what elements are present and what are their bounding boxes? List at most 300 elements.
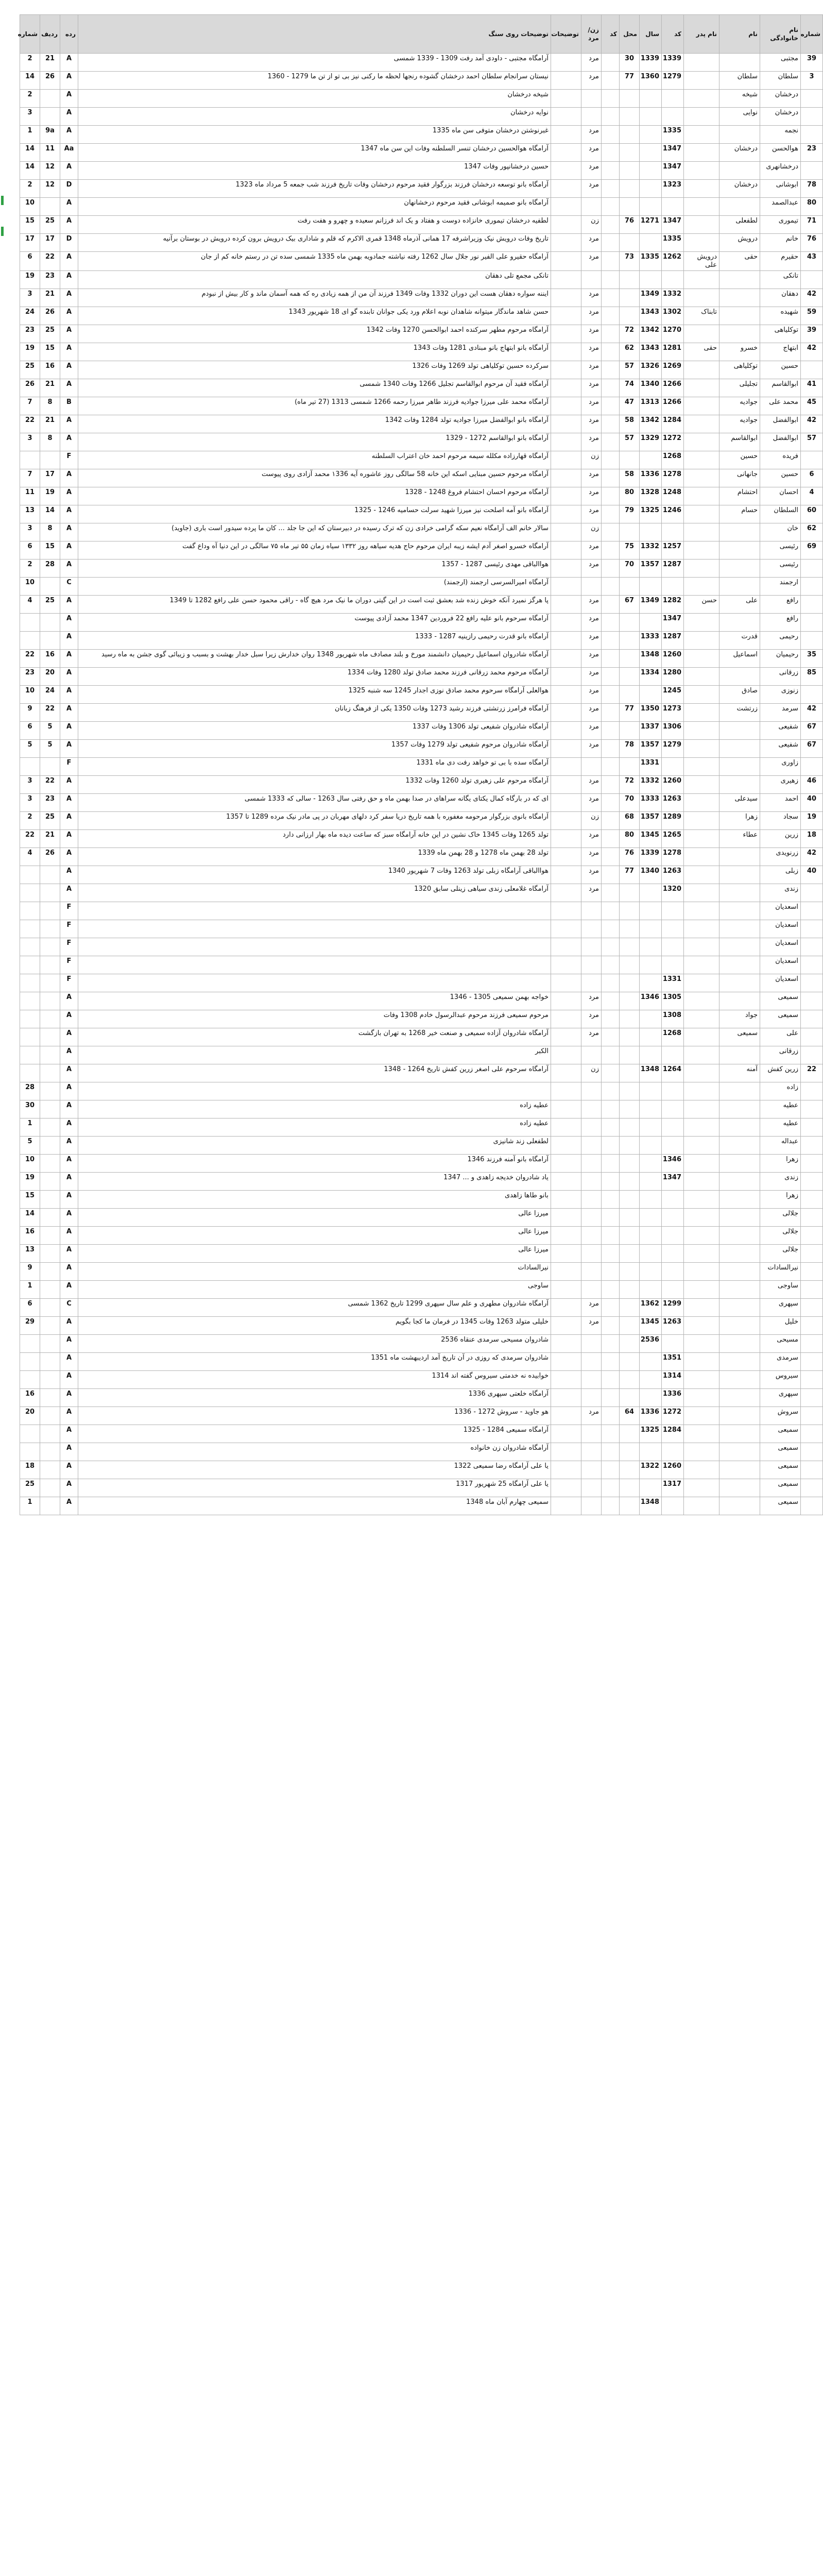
cell-year[interactable]: 1360	[640, 72, 662, 90]
cell-name[interactable]: اسماعیل	[719, 650, 760, 668]
cell-notes[interactable]	[551, 668, 581, 686]
cell-notes[interactable]	[551, 415, 581, 433]
cell-sex[interactable]: مرد	[581, 992, 602, 1010]
cell-place[interactable]: 62	[620, 343, 640, 361]
cell-inscription[interactable]: آرامگاه سمیعی 1284 - 1325	[78, 1425, 551, 1443]
cell-sex[interactable]	[581, 1227, 602, 1245]
cell-inscription[interactable]: آرامگاه سرحوم بانو علیه رافع 22 فروردین 1347 محمد آزادی پیوست	[78, 614, 551, 632]
cell-name[interactable]: جواد	[719, 1010, 760, 1028]
cell-code2[interactable]	[602, 487, 620, 505]
table-row[interactable]	[20, 451, 823, 469]
cell-father[interactable]	[684, 289, 719, 307]
cell-year[interactable]	[640, 1028, 662, 1046]
cell-id[interactable]	[801, 1407, 823, 1425]
cell-row[interactable]: 9a	[40, 126, 60, 144]
cell-row[interactable]	[40, 938, 60, 956]
cell-place[interactable]: 80	[620, 830, 640, 848]
cell-code[interactable]: 1266	[662, 379, 684, 397]
cell-sex[interactable]: مرد	[581, 144, 602, 162]
cell-notes[interactable]	[551, 920, 581, 938]
cell-father[interactable]	[684, 902, 719, 920]
cell-name[interactable]: حقی	[719, 252, 760, 271]
cell-number[interactable]: 5	[20, 740, 40, 758]
table-row[interactable]	[20, 1010, 823, 1028]
cell-code2[interactable]	[602, 704, 620, 722]
cell-notes[interactable]	[551, 1407, 581, 1425]
cell-notes[interactable]	[551, 1461, 581, 1479]
cell-notes[interactable]	[551, 884, 581, 902]
cell-inscription[interactable]: ای که در بارگاه کمال یکتای یگانه سراهای در صدا بهمن ماه و حق رفتی سال 1263 - سالی که 1333 شمسی	[78, 794, 551, 812]
cell-row[interactable]	[40, 992, 60, 1010]
cell-year[interactable]: 1349	[640, 596, 662, 614]
cell-row[interactable]	[40, 108, 60, 126]
cell-sex[interactable]: مرد	[581, 848, 602, 866]
cell-father[interactable]	[684, 487, 719, 505]
cell-sex[interactable]: مرد	[581, 234, 602, 252]
cell-family[interactable]: جلالی	[760, 1209, 801, 1227]
cell-inscription[interactable]: آرامگاه مرحوم احسان احتشام فروغ 1248 - 1328	[78, 487, 551, 505]
cell-number[interactable]: 9	[20, 1263, 40, 1281]
cell-place[interactable]	[620, 686, 640, 704]
cell-year[interactable]: 1349	[640, 289, 662, 307]
cell-year[interactable]	[640, 1443, 662, 1461]
cell-year[interactable]	[640, 686, 662, 704]
col-header-id[interactable]: شماره	[801, 15, 823, 54]
cell-code2[interactable]	[602, 361, 620, 379]
cell-name[interactable]	[719, 938, 760, 956]
cell-code2[interactable]	[602, 379, 620, 397]
cell-sex[interactable]	[581, 1100, 602, 1118]
cell-place[interactable]	[620, 758, 640, 776]
cell-father[interactable]	[684, 216, 719, 234]
cell-rank[interactable]: A	[60, 1479, 78, 1497]
cell-code[interactable]	[662, 523, 684, 541]
cell-id[interactable]: 42	[801, 415, 823, 433]
cell-code[interactable]: 1287	[662, 632, 684, 650]
cell-inscription[interactable]: آرامگاه بانوی بزرگوار مرحومه مغفوره با همه تاریخ دریا سفر کرد دلهای مهربان در پی مادر نیک مرده 1289 تا 1357	[78, 812, 551, 830]
cell-year[interactable]: 1333	[640, 794, 662, 812]
cell-sex[interactable]	[581, 1479, 602, 1497]
cell-year[interactable]: 1334	[640, 668, 662, 686]
table-row[interactable]	[20, 1371, 823, 1389]
cell-sex[interactable]: زن	[581, 523, 602, 541]
cell-sex[interactable]: مرد	[581, 686, 602, 704]
cell-name[interactable]	[719, 884, 760, 902]
cell-sex[interactable]	[581, 90, 602, 108]
cell-inscription[interactable]: ایننه سواره دهقان هست این دوران 1332 وفات 1349 فرزند آن من از همه زیادی ره که همه آسمان ماند و کار بیش از نبودم	[78, 289, 551, 307]
cell-name[interactable]	[719, 1155, 760, 1173]
cell-inscription[interactable]: آرامگاه شادروان مرحوم شفیعی تولد 1279 وفات 1357	[78, 740, 551, 758]
table-row[interactable]	[20, 1191, 823, 1209]
cell-rank[interactable]: F	[60, 451, 78, 469]
table-row[interactable]	[20, 1281, 823, 1299]
table-row[interactable]	[20, 866, 823, 884]
cell-year[interactable]	[640, 1137, 662, 1155]
cell-inscription[interactable]: هو جاوید - سروش 1272 - 1336	[78, 1407, 551, 1425]
cell-code2[interactable]	[602, 1082, 620, 1100]
cell-rank[interactable]: A	[60, 379, 78, 397]
cell-notes[interactable]	[551, 1064, 581, 1082]
cell-notes[interactable]	[551, 1281, 581, 1299]
cell-rank[interactable]: F	[60, 920, 78, 938]
cell-number[interactable]: 6	[20, 1299, 40, 1317]
cell-place[interactable]: 70	[620, 794, 640, 812]
cell-year[interactable]: 1325	[640, 1425, 662, 1443]
cell-rank[interactable]: D	[60, 234, 78, 252]
cell-code2[interactable]	[602, 650, 620, 668]
cell-code2[interactable]	[602, 1245, 620, 1263]
cell-father[interactable]	[684, 1155, 719, 1173]
cell-rank[interactable]: A	[60, 1443, 78, 1461]
cell-name[interactable]	[719, 1100, 760, 1118]
cell-code2[interactable]	[602, 1425, 620, 1443]
cell-number[interactable]: 14	[20, 144, 40, 162]
cell-year[interactable]: 1348	[640, 1497, 662, 1515]
cell-notes[interactable]	[551, 1028, 581, 1046]
cell-notes[interactable]	[551, 505, 581, 523]
cell-number[interactable]: 14	[20, 72, 40, 90]
cell-code[interactable]: 1272	[662, 1407, 684, 1425]
cell-number[interactable]: 29	[20, 1317, 40, 1335]
cell-code2[interactable]	[602, 1118, 620, 1137]
cell-code[interactable]: 1302	[662, 307, 684, 325]
cell-family[interactable]: سمیعی	[760, 1461, 801, 1479]
cell-notes[interactable]	[551, 866, 581, 884]
table-row[interactable]	[20, 379, 823, 397]
cell-family[interactable]: شفیعی	[760, 740, 801, 758]
cell-inscription[interactable]: آرامگاه شادروان آزاده سمیعی و صنعت خیر 1268 به تهران بازگشت	[78, 1028, 551, 1046]
cell-notes[interactable]	[551, 216, 581, 234]
cell-notes[interactable]	[551, 469, 581, 487]
cell-code[interactable]: 1278	[662, 848, 684, 866]
cell-code2[interactable]	[602, 686, 620, 704]
cell-family[interactable]: دهقان	[760, 289, 801, 307]
cell-id[interactable]	[801, 920, 823, 938]
cell-id[interactable]	[801, 1137, 823, 1155]
cell-row[interactable]	[40, 1010, 60, 1028]
cell-notes[interactable]	[551, 397, 581, 415]
cell-id[interactable]: 6	[801, 469, 823, 487]
table-row[interactable]	[20, 415, 823, 433]
cell-rank[interactable]: A	[60, 1028, 78, 1046]
cell-sex[interactable]	[581, 1155, 602, 1173]
cell-code[interactable]: 1263	[662, 794, 684, 812]
cell-rank[interactable]: A	[60, 1173, 78, 1191]
cell-place[interactable]	[620, 1137, 640, 1155]
cell-row[interactable]: 24	[40, 686, 60, 704]
cell-father[interactable]	[684, 1245, 719, 1263]
cell-id[interactable]	[801, 974, 823, 992]
cell-notes[interactable]	[551, 541, 581, 560]
cell-row[interactable]: 16	[40, 650, 60, 668]
cell-name[interactable]	[719, 758, 760, 776]
cell-father[interactable]	[684, 794, 719, 812]
cell-code[interactable]	[662, 1137, 684, 1155]
cell-inscription[interactable]: عطیه زاده	[78, 1118, 551, 1137]
cell-code[interactable]: 1305	[662, 992, 684, 1010]
cell-notes[interactable]	[551, 1299, 581, 1317]
cell-number[interactable]: 3	[20, 108, 40, 126]
cell-name[interactable]	[719, 1173, 760, 1191]
cell-rank[interactable]: A	[60, 1046, 78, 1064]
cell-code[interactable]	[662, 1497, 684, 1515]
cell-year[interactable]	[640, 1100, 662, 1118]
cell-name[interactable]	[719, 1425, 760, 1443]
table-row[interactable]	[20, 632, 823, 650]
cell-notes[interactable]	[551, 1389, 581, 1407]
cell-family[interactable]: محمد علی	[760, 397, 801, 415]
cell-notes[interactable]	[551, 325, 581, 343]
cell-code2[interactable]	[602, 1443, 620, 1461]
cell-family[interactable]: حقیرم	[760, 252, 801, 271]
cell-notes[interactable]	[551, 704, 581, 722]
cell-name[interactable]	[719, 307, 760, 325]
cell-inscription[interactable]: آرامگاه بانو ابوالقاسم 1272 - 1329	[78, 433, 551, 451]
cell-code2[interactable]	[602, 1191, 620, 1209]
cell-id[interactable]: 67	[801, 740, 823, 758]
cell-place[interactable]: 70	[620, 560, 640, 578]
cell-father[interactable]	[684, 469, 719, 487]
cell-code[interactable]: 1260	[662, 650, 684, 668]
cell-id[interactable]: 43	[801, 252, 823, 271]
cell-inscription[interactable]	[78, 974, 551, 992]
cell-code2[interactable]	[602, 505, 620, 523]
cell-inscription[interactable]: یاد شادروان خدیجه زاهدی و ... 1347	[78, 1173, 551, 1191]
cell-father[interactable]	[684, 1118, 719, 1137]
cell-number[interactable]	[20, 1046, 40, 1064]
cell-id[interactable]	[801, 956, 823, 974]
cell-number[interactable]: 10	[20, 1155, 40, 1173]
cell-id[interactable]: 80	[801, 198, 823, 216]
cell-row[interactable]: 28	[40, 560, 60, 578]
cell-id[interactable]	[801, 614, 823, 632]
table-row[interactable]	[20, 1173, 823, 1191]
cell-place[interactable]	[620, 1353, 640, 1371]
cell-code[interactable]	[662, 956, 684, 974]
cell-sex[interactable]	[581, 1371, 602, 1389]
cell-inscription[interactable]: خواجه بهمن سمیعی 1305 - 1346	[78, 992, 551, 1010]
cell-year[interactable]	[640, 144, 662, 162]
cell-father[interactable]	[684, 1100, 719, 1118]
cell-rank[interactable]: A	[60, 1353, 78, 1371]
cell-code[interactable]: 1347	[662, 1173, 684, 1191]
cell-rank[interactable]: A	[60, 1317, 78, 1335]
cell-sex[interactable]: زن	[581, 812, 602, 830]
cell-place[interactable]: 77	[620, 72, 640, 90]
cell-id[interactable]	[801, 1028, 823, 1046]
cell-name[interactable]: احتشام	[719, 487, 760, 505]
cell-sex[interactable]: مرد	[581, 632, 602, 650]
cell-code[interactable]: 1279	[662, 72, 684, 90]
table-row[interactable]	[20, 325, 823, 343]
cell-code[interactable]	[662, 271, 684, 289]
cell-year[interactable]	[640, 1479, 662, 1497]
cell-code[interactable]	[662, 1443, 684, 1461]
cell-code2[interactable]	[602, 397, 620, 415]
cell-number[interactable]: 3	[20, 289, 40, 307]
cell-name[interactable]	[719, 740, 760, 758]
cell-family[interactable]: شفیعی	[760, 722, 801, 740]
cell-rank[interactable]: F	[60, 902, 78, 920]
cell-inscription[interactable]: آرامگاه امیرالسرسی ارجمند (ارجمند)	[78, 578, 551, 596]
cell-number[interactable]	[20, 1028, 40, 1046]
cell-code2[interactable]	[602, 252, 620, 271]
cell-number[interactable]: 25	[20, 361, 40, 379]
table-row[interactable]	[20, 523, 823, 541]
cell-name[interactable]: لطفعلی	[719, 216, 760, 234]
cell-rank[interactable]: A	[60, 252, 78, 271]
cell-sex[interactable]: زن	[581, 216, 602, 234]
cell-family[interactable]: سرمد	[760, 704, 801, 722]
table-row[interactable]	[20, 938, 823, 956]
cell-family[interactable]: سمیعی	[760, 1425, 801, 1443]
cell-rank[interactable]: A	[60, 1281, 78, 1299]
col-header-year[interactable]: سال	[640, 15, 662, 54]
cell-number[interactable]: 23	[20, 325, 40, 343]
cell-family[interactable]: حسین	[760, 361, 801, 379]
table-row[interactable]	[20, 1407, 823, 1425]
cell-sex[interactable]	[581, 1191, 602, 1209]
cell-sex[interactable]	[581, 198, 602, 216]
cell-code2[interactable]	[602, 974, 620, 992]
cell-sex[interactable]: مرد	[581, 614, 602, 632]
cell-code2[interactable]	[602, 180, 620, 198]
cell-notes[interactable]	[551, 902, 581, 920]
cell-family[interactable]: فریده	[760, 451, 801, 469]
cell-family[interactable]: ابوشانی	[760, 180, 801, 198]
cell-inscription[interactable]: میرزا عالی	[78, 1245, 551, 1263]
cell-place[interactable]: 80	[620, 487, 640, 505]
cell-row[interactable]: 22	[40, 776, 60, 794]
table-row[interactable]	[20, 487, 823, 505]
cell-name[interactable]: زهرا	[719, 812, 760, 830]
table-row[interactable]	[20, 758, 823, 776]
cell-code2[interactable]	[602, 1046, 620, 1064]
cell-family[interactable]: ابوالفضل	[760, 415, 801, 433]
cell-code2[interactable]	[602, 992, 620, 1010]
cell-code2[interactable]	[602, 614, 620, 632]
cell-rank[interactable]: C	[60, 578, 78, 596]
cell-year[interactable]: 1340	[640, 379, 662, 397]
cell-family[interactable]: درخشان	[760, 90, 801, 108]
cell-father[interactable]	[684, 1263, 719, 1281]
cell-rank[interactable]: A	[60, 776, 78, 794]
table-row[interactable]	[20, 541, 823, 560]
cell-notes[interactable]	[551, 1497, 581, 1515]
cell-inscription[interactable]: سمیعی چهارم آبان ماه 1348	[78, 1497, 551, 1515]
table-row[interactable]	[20, 614, 823, 632]
cell-code2[interactable]	[602, 144, 620, 162]
cell-row[interactable]: 16	[40, 361, 60, 379]
table-row[interactable]	[20, 1443, 823, 1461]
cell-number[interactable]: 1	[20, 1118, 40, 1137]
table-row[interactable]	[20, 668, 823, 686]
cell-father[interactable]	[684, 578, 719, 596]
cell-code2[interactable]	[602, 794, 620, 812]
cell-id[interactable]	[801, 992, 823, 1010]
cell-family[interactable]: زرقانی	[760, 668, 801, 686]
cell-place[interactable]	[620, 1299, 640, 1317]
cell-rank[interactable]: F	[60, 938, 78, 956]
cell-code2[interactable]	[602, 541, 620, 560]
cell-code[interactable]: 1351	[662, 1353, 684, 1371]
cell-name[interactable]	[719, 1497, 760, 1515]
cell-sex[interactable]: زن	[581, 451, 602, 469]
cell-name[interactable]: حسین	[719, 451, 760, 469]
cell-id[interactable]: 78	[801, 180, 823, 198]
cell-sex[interactable]: مرد	[581, 415, 602, 433]
cell-number[interactable]: 3	[20, 433, 40, 451]
cell-inscription[interactable]: آرامگاه شادروان شفیعی تولد 1306 وفات 1337	[78, 722, 551, 740]
cell-code2[interactable]	[602, 1407, 620, 1425]
table-row[interactable]	[20, 1046, 823, 1064]
table-row[interactable]	[20, 1155, 823, 1173]
cell-code[interactable]: 1282	[662, 596, 684, 614]
cell-father[interactable]	[684, 1497, 719, 1515]
cell-father[interactable]	[684, 1137, 719, 1155]
cell-code[interactable]: 1248	[662, 487, 684, 505]
cell-code[interactable]: 1284	[662, 415, 684, 433]
cell-id[interactable]	[801, 686, 823, 704]
cell-place[interactable]	[620, 1461, 640, 1479]
cell-code[interactable]: 1335	[662, 126, 684, 144]
cell-name[interactable]	[719, 1118, 760, 1137]
cell-code2[interactable]	[602, 271, 620, 289]
table-row[interactable]	[20, 433, 823, 451]
cell-place[interactable]	[620, 938, 640, 956]
cell-inscription[interactable]: یا علی آرامگاه رضا سمیعی 1322	[78, 1461, 551, 1479]
cell-rank[interactable]: A	[60, 722, 78, 740]
cell-rank[interactable]: Aa	[60, 144, 78, 162]
cell-inscription[interactable]: آرامگاه بانو ابتهاج بانو مبنادی 1281 وفات 1343	[78, 343, 551, 361]
cell-code2[interactable]	[602, 451, 620, 469]
cell-father[interactable]	[684, 1371, 719, 1389]
cell-father[interactable]	[684, 920, 719, 938]
cell-number[interactable]: 19	[20, 271, 40, 289]
cell-name[interactable]: آمنه	[719, 1064, 760, 1082]
cell-year[interactable]	[640, 920, 662, 938]
cell-row[interactable]	[40, 578, 60, 596]
cell-id[interactable]: 62	[801, 523, 823, 541]
cell-place[interactable]	[620, 956, 640, 974]
cell-place[interactable]: 58	[620, 469, 640, 487]
cell-place[interactable]: 72	[620, 776, 640, 794]
cell-number[interactable]: 22	[20, 830, 40, 848]
cell-notes[interactable]	[551, 740, 581, 758]
cell-code2[interactable]	[602, 469, 620, 487]
cell-inscription[interactable]: شادروان مسیحی سرمدی عنقاه 2536	[78, 1335, 551, 1353]
cell-code[interactable]	[662, 1245, 684, 1263]
cell-number[interactable]	[20, 974, 40, 992]
cell-row[interactable]: 25	[40, 325, 60, 343]
cell-father[interactable]: حسن	[684, 596, 719, 614]
cell-family[interactable]: حسین	[760, 469, 801, 487]
cell-id[interactable]: 35	[801, 650, 823, 668]
cell-sex[interactable]: مرد	[581, 505, 602, 523]
cell-year[interactable]	[640, 1353, 662, 1371]
cell-code2[interactable]	[602, 1227, 620, 1245]
cell-father[interactable]	[684, 1064, 719, 1082]
cell-name[interactable]	[719, 722, 760, 740]
cell-inscription[interactable]: تولد 1265 وفات 1345 خاک نشین در این خانه آرامگاه سبز که ساعت دیده ماه بهار ارزانی دارد	[78, 830, 551, 848]
cell-year[interactable]: 1332	[640, 776, 662, 794]
cell-father[interactable]	[684, 956, 719, 974]
cell-id[interactable]: 42	[801, 704, 823, 722]
cell-year[interactable]: 1340	[640, 866, 662, 884]
cell-name[interactable]: جوادیه	[719, 397, 760, 415]
cell-rank[interactable]: A	[60, 108, 78, 126]
cell-code2[interactable]	[602, 776, 620, 794]
